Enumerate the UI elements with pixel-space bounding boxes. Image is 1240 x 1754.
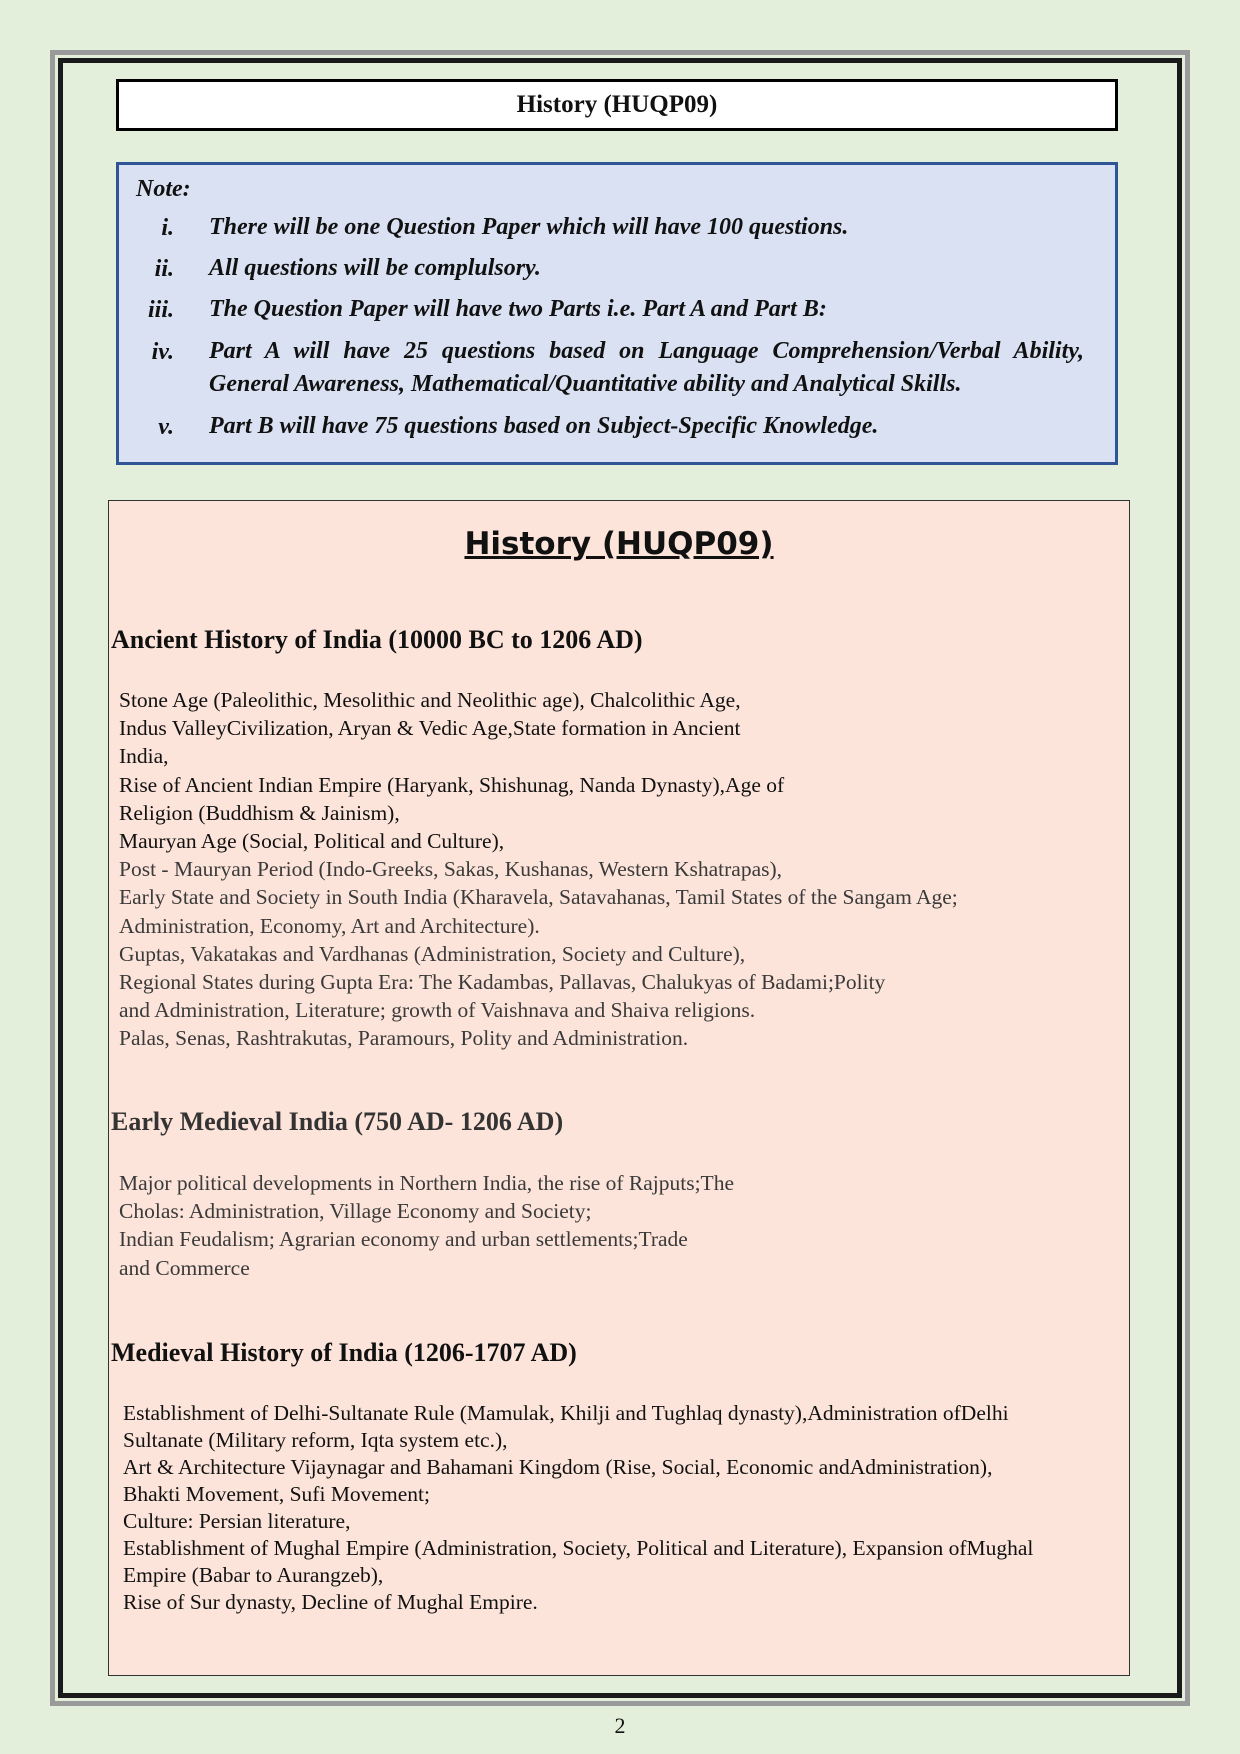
note-item-number: v.	[158, 414, 174, 440]
section-body-medieval	[123, 1400, 1033, 1616]
syllabus-line: Major political developments in Northern India, the rise of Rajputs;The	[119, 1171, 734, 1195]
note-item-text: Part A will have 25 questions based on Language Comprehension/Verbal Ability, General Awareness, Mathematical/Quantitative ability and Analytical Skills.	[209, 338, 1084, 397]
section-heading-early-medieval: Early Medieval India (750 AD- 1206 AD)	[111, 1107, 564, 1136]
syllabus-line: Establishment of Mughal Empire (Administration, Society, Political and Literature), Expansion ofMughal	[123, 1536, 1034, 1560]
note-box	[116, 162, 1118, 465]
syllabus-line: Administration, Economy, Art and Architecture).	[119, 913, 540, 938]
syllabus-line: Palas, Senas, Rashtrakutas, Paramours, Polity and Administration.	[119, 1026, 689, 1051]
page-number: 2	[614, 1713, 626, 1738]
syllabus-line: Culture: Persian literature,	[123, 1509, 351, 1533]
syllabus-line: Stone Age (Paleolithic, Mesolithic and Neolithic age), Chalcolithic Age,	[119, 688, 741, 712]
syllabus-line: Indus ValleyCivilization, Aryan & Vedic Age,State formation in Ancient	[119, 716, 741, 741]
note-item-text: The Question Paper will have two Parts i.e. Part A and Part B:	[209, 296, 827, 322]
note-item-number: i.	[161, 215, 174, 241]
syllabus-line: Regional States during Gupta Era: The Kadambas, Pallavas, Chalukyas of Badami;Polity	[119, 969, 886, 994]
syllabus-line: Art & Architecture Vijaynagar and Bahamani Kingdom (Rise, Social, Economic andAdministration),	[123, 1455, 993, 1479]
syllabus-line: Post - Mauryan Period (Indo-Greeks, Sakas, Kushanas, Western Kshatrapas),	[119, 857, 783, 882]
syllabus-line: Rise of Ancient Indian Empire (Haryank, Shishunag, Nanda Dynasty),Age of	[119, 772, 785, 797]
syllabus-line: Religion (Buddhism & Jainism),	[119, 800, 400, 825]
syllabus-line: India,	[119, 744, 169, 769]
syllabus-title: History (HUQP09)	[464, 526, 774, 562]
syllabus-line: Guptas, Vakatakas and Vardhanas (Administration, Society and Culture),	[119, 941, 746, 966]
syllabus-line: Rise of Sur dynasty, Decline of Mughal Empire.	[123, 1590, 538, 1614]
note-item-number: iii.	[147, 297, 174, 323]
section-heading-medieval: Medieval History of India (1206-1707 AD)	[111, 1338, 577, 1367]
note-label: Note:	[136, 176, 191, 202]
syllabus-line: Sultanate (Military reform, Iqta system etc.),	[123, 1428, 508, 1452]
syllabus-line: Cholas: Administration, Village Economy and Society;	[119, 1199, 592, 1224]
note-item-text: Part B will have 75 questions based on Subject-Specific Knowledge.	[209, 413, 879, 439]
syllabus-line: and Administration, Literature; growth of Vaishnava and Shaiva religions.	[119, 998, 756, 1023]
syllabus-box	[108, 500, 1130, 1676]
note-item-text: There will be one Question Paper which will have 100 questions.	[209, 214, 849, 240]
syllabus-line: Empire (Babar to Aurangzeb),	[123, 1563, 384, 1587]
syllabus-line: Bhakti Movement, Sufi Movement;	[123, 1482, 430, 1506]
page-title-text: History (HUQP09)	[516, 91, 718, 118]
section-body-ancient	[119, 686, 958, 1052]
syllabus-line: Mauryan Age (Social, Political and Culture),	[119, 828, 505, 853]
section-heading-ancient: Ancient History of India (10000 BC to 1206 AD)	[111, 625, 643, 654]
syllabus-line: and Commerce	[119, 1255, 250, 1280]
note-item-number: iv.	[151, 339, 174, 365]
note-item-text: All questions will be complulsory.	[209, 255, 541, 281]
syllabus-line: Establishment of Delhi-Sultanate Rule (Mamulak, Khilji and Tughlaq dynasty),Administration ofDelhi	[123, 1401, 1009, 1425]
syllabus-line: Early State and Society in South India (Kharavela, Satavahanas, Tamil States of the Sangam Age;	[119, 885, 958, 910]
note-item-number: ii.	[154, 256, 174, 282]
section-body-early-medieval	[119, 1169, 734, 1282]
page-title	[116, 79, 1118, 131]
syllabus-line: Indian Feudalism; Agrarian economy and urban settlements;Trade	[119, 1227, 688, 1252]
